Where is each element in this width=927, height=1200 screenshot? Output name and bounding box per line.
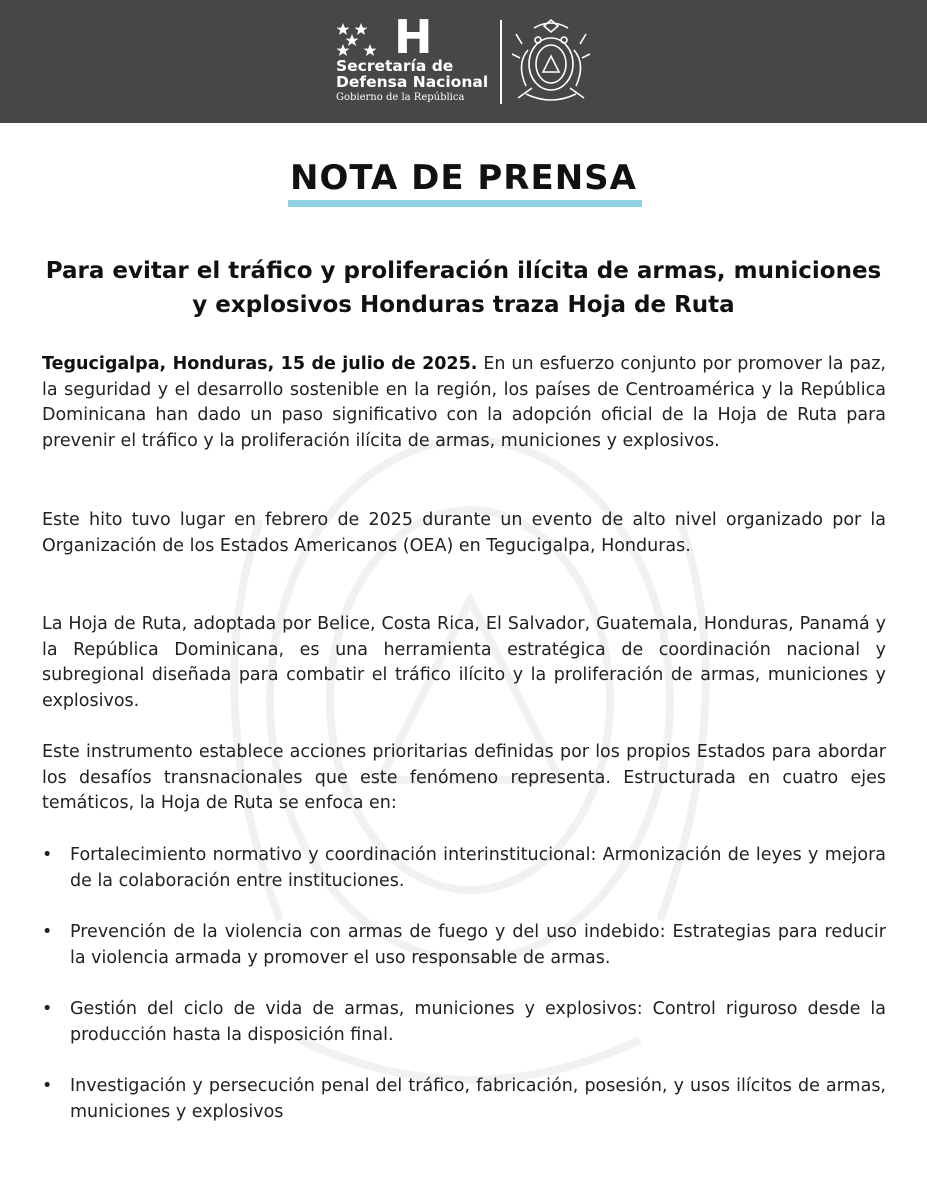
title-underline	[288, 200, 642, 207]
bullet-text: Fortalecimiento normativo y coordinación interinstitucional: Armonización de leyes y mejora de la colaboración entre instituciones.	[70, 845, 886, 891]
bullet-text: Investigación y persecución penal del tráfico, fabricación, posesión, y usos ilícitos de armas, municiones y explosivos	[70, 1076, 886, 1122]
paragraph-4: Este instrumento establece acciones prioritarias definidas por los propios Estados para abordar los desafíos transnacionales que este fenómeno representa. Estructurada en cuatro ejes temáticos, la Hoja de Ruta se enfoca en:	[42, 742, 886, 813]
bullet-marker: •	[42, 845, 53, 865]
stars-icon	[336, 22, 392, 58]
dateline: Tegucigalpa, Honduras, 15 de julio de 2025.	[42, 354, 478, 374]
headline: Para evitar el tráfico y proliferación ilícita de armas, municiones y explosivos Honduras traza Hoja de Ruta	[45, 258, 882, 318]
paragraph-3: La Hoja de Ruta, adoptada por Belice, Costa Rica, El Salvador, Guatemala, Honduras, Panamá y la República Dominicana, es una herramienta estratégica de coordinación nacional y subregional diseñada para combatir el tráfico ilícito y la proliferación de armas, municiones y explosivos.	[42, 614, 886, 711]
document-type-title: NOTA DE PRENSA	[290, 158, 637, 198]
bullet-marker: •	[42, 1076, 53, 1096]
paragraph-1	[42, 352, 886, 454]
logo-letter: H	[394, 10, 433, 64]
paragraph-1-text: En un esfuerzo conjunto por promover la paz, la seguridad y el desarrollo sostenible en la región, los países de Centroamérica y la República Dominicana han dado un paso significativo con la adopción oficial de la Hoja de Ruta para prevenir el tráfico y la proliferación ilícita de armas, municiones y explosivos.	[42, 354, 886, 451]
org-line-2: Defensa Nacional	[336, 73, 489, 91]
organization-name	[336, 58, 488, 106]
bullet-marker: •	[42, 922, 53, 942]
header-divider	[500, 20, 502, 104]
org-line-1: Secretaría de	[336, 57, 454, 75]
bullet-text: Prevención de la violencia con armas de fuego y del uso indebido: Estrategias para reducir la violencia armada y promover el uso responsable de armas.	[70, 922, 886, 968]
paragraph-2: Este hito tuvo lugar en febrero de 2025 durante un evento de alto nivel organizado por la Organización de los Estados Americanos (OEA) en Tegucigalpa, Honduras.	[42, 510, 886, 556]
org-line-3: Gobierno de la República	[336, 92, 465, 103]
bullet-marker: •	[42, 999, 53, 1019]
coat-of-arms-emblem	[508, 14, 594, 106]
header-band	[0, 0, 927, 123]
bullet-text: Gestión del ciclo de vida de armas, municiones y explosivos: Control riguroso desde la producción hasta la disposición final.	[70, 999, 886, 1045]
